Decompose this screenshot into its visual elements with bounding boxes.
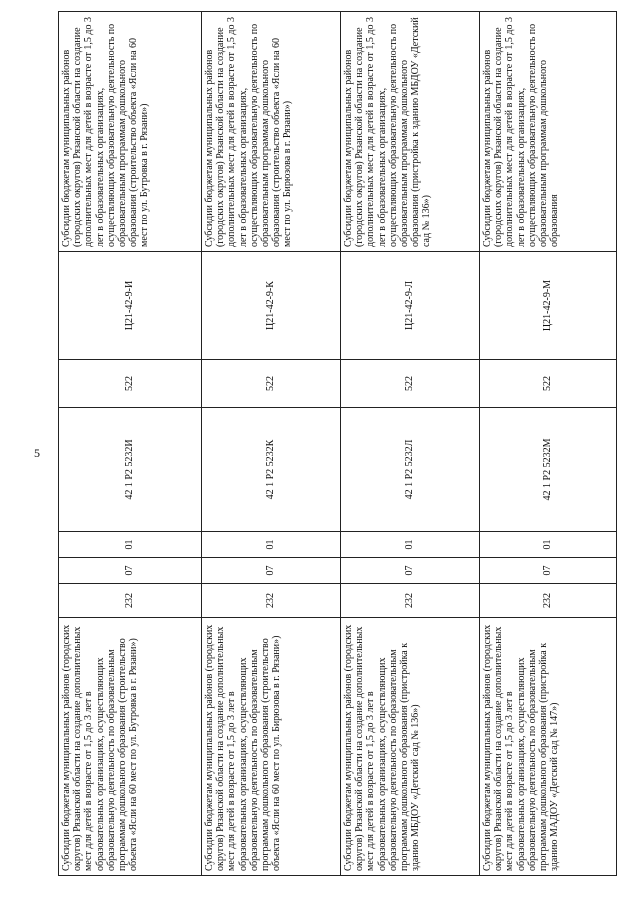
desc-cell: Субсидии бюджетам муниципальных районов (городских округов) Рязанской области на создание дополнительных мест для детей в возрасте от 1,5 до 3 лет в образовательных организациях, осуществляющих образовательную деятельность по образовательным программам дошкольного образования (строительство объекта «Ясли на 60 мест по ул. Бирюзова в г. Рязани») <box>202 12 341 252</box>
page-number: 5 <box>34 446 40 460</box>
rz-cell: 07 <box>59 558 202 584</box>
rz-cell: 07 <box>341 558 480 584</box>
code-cell: Ц21-42-9-М <box>480 252 617 360</box>
vr-cell: 522 <box>59 360 202 408</box>
pr-cell: 01 <box>202 532 341 558</box>
code-cell: Ц21-42-9-К <box>202 252 341 360</box>
grbs-cell: 232 <box>341 584 480 618</box>
table-row <box>202 12 341 876</box>
csr-cell: 42 1 Р2 5232Л <box>341 408 480 532</box>
rotated-table-wrapper <box>58 12 596 876</box>
row-name-cell: Субсидии бюджетам муниципальных районов (городских округов) Рязанской области на создание дополнительных мест для детей в возрасте от 1,5 до 3 лет в образовательных организациях, осуществляющих образовательную деятельность по образовательным программам дошкольного образования (строительство объекта «Ясли на 60 мест по ул. Бутровка в г. Рязани») <box>59 618 202 876</box>
grbs-cell: 232 <box>59 584 202 618</box>
grbs-cell: 232 <box>202 584 341 618</box>
code-cell: Ц21-42-9-И <box>59 252 202 360</box>
rz-cell: 07 <box>480 558 617 584</box>
vr-cell: 522 <box>480 360 617 408</box>
vr-cell: 522 <box>341 360 480 408</box>
pr-cell: 01 <box>480 532 617 558</box>
row-name-cell: Субсидии бюджетам муниципальных районов (городских округов) Рязанской области на создание дополнительных мест для детей в возрасте от 1,5 до 3 лет в образовательных организациях, осуществляющих образовательную деятельность по образовательным программам дошкольного образования (строительство объекта «Ясли на 60 мест по ул. Бирюзова в г. Рязани») <box>202 618 341 876</box>
csr-cell: 42 1 Р2 5232М <box>480 408 617 532</box>
desc-cell: Субсидии бюджетам муниципальных районов (городских округов) Рязанской области на создание дополнительных мест для детей в возрасте от 1,5 до 3 лет в образовательных организациях, осуществляющих образовательную деятельность по образовательным программам дошкольного образования <box>480 12 617 252</box>
pr-cell: 01 <box>59 532 202 558</box>
row-name-cell: Субсидии бюджетам муниципальных районов (городских округов) Рязанской области на создание дополнительных мест для детей в возрасте от 1,5 до 3 лет в образовательных организациях, осуществляющих образовательную деятельность по образовательным программам дошкольного образования (пристройка к зданию МБДОУ «Детский сад № 136») <box>341 618 480 876</box>
table-row <box>59 12 202 876</box>
table-row <box>480 12 617 876</box>
grbs-cell: 232 <box>480 584 617 618</box>
row-name-cell: Субсидии бюджетам муниципальных районов (городских округов) Рязанской области на создание дополнительных мест для детей в возрасте от 1,5 до 3 лет в образовательных организациях, осуществляющих образовательную деятельность по образовательным программам дошкольного образования (пристройка к зданию МАДОУ «Детский сад № 147») <box>480 618 617 876</box>
rz-cell: 07 <box>202 558 341 584</box>
code-cell: Ц21-42-9-Л <box>341 252 480 360</box>
vr-cell: 522 <box>202 360 341 408</box>
budget-table <box>58 11 617 876</box>
csr-cell: 42 1 Р2 5232И <box>59 408 202 532</box>
desc-cell: Субсидии бюджетам муниципальных районов (городских округов) Рязанской области на создание дополнительных мест для детей в возрасте от 1,5 до 3 лет в образовательных организациях, осуществляющих образовательную деятельность по образовательным программам дошкольного образования (строительство объекта «Ясли на 60 мест по ул. Бутровка в г. Рязани») <box>59 12 202 252</box>
pr-cell: 01 <box>341 532 480 558</box>
table-row <box>341 12 480 876</box>
csr-cell: 42 1 Р2 5232К <box>202 408 341 532</box>
desc-cell: Субсидии бюджетам муниципальных районов (городских округов) Рязанской области на создание дополнительных мест для детей в возрасте от 1,5 до 3 лет в образовательных организациях, осуществляющих образовательную деятельность по образовательным программам дошкольного образования (пристройка к зданию МБДОУ «Детский сад № 136») <box>341 12 480 252</box>
